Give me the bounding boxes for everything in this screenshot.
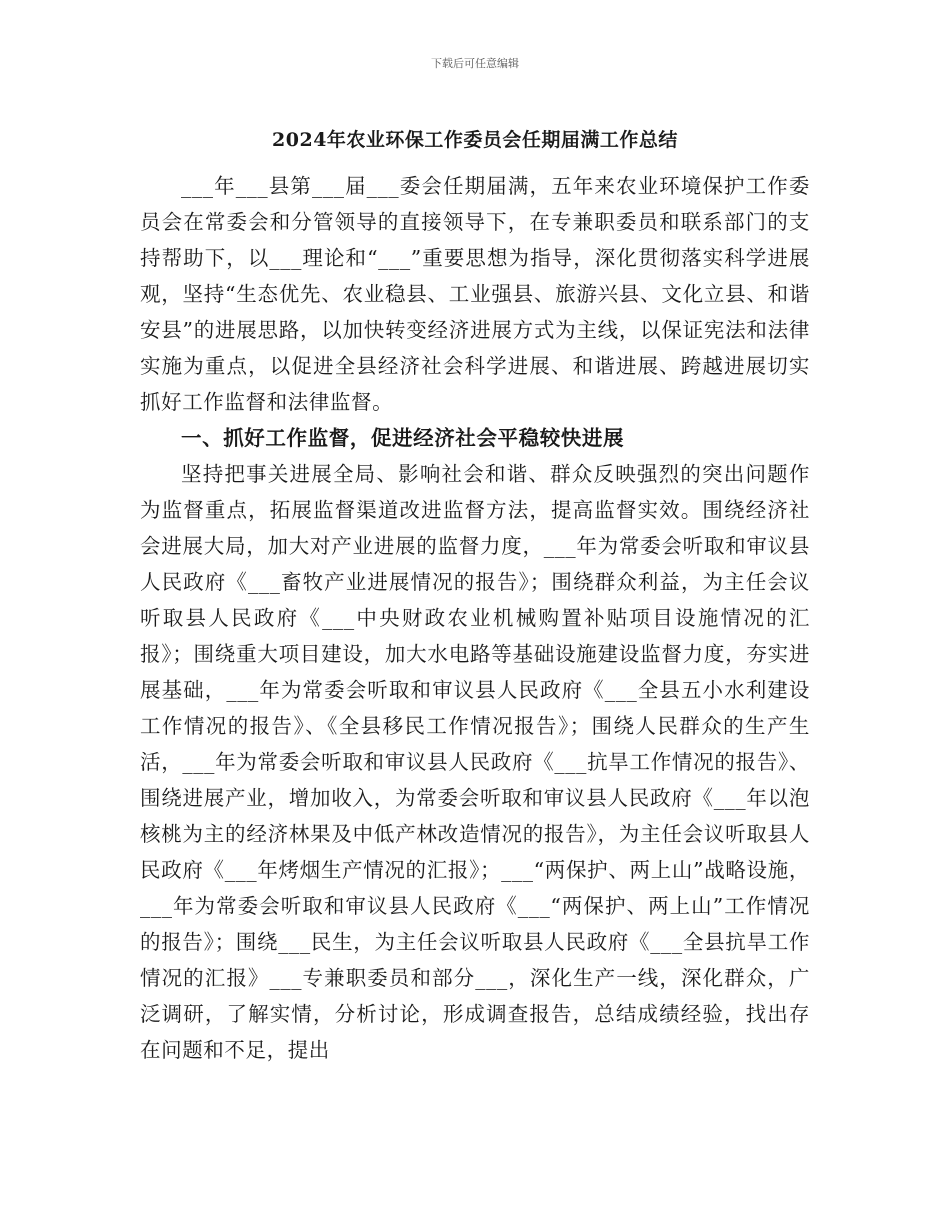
section-1-paragraph: 坚持把事关进展全局、影响社会和谐、群众反映强烈的突出问题作为监督重点，拓展监督渠道改进监督方法，提高监督实效。围绕经济社会进展大局，加大对产业进展的监督力度，___年为常委会听取和审议县人民政府《___畜牧产业进展情况的报告》；围绕群众利益，为主任会议听取县人民政府《___中央财政农业机械购置补贴项目设施情况的汇报》；围绕重大项目建设，加大水电路等基础设施建设监督力度，夯实进展基础，___年为常委会听取和审议县人民政府《___全县五小水利建设工作情况的报告》、《全县移民工作情况报告》；围绕人民群众的生产生活，___年为常委会听取和审议县人民政府《___抗旱工作情况的报告》、围绕进展产业，增加收入，为常委会听取和审议县人民政府《___年以泡核桃为主的经济林果及中低产林改造情况的报告》，为主任会议听取县人民政府《___年烤烟生产情况的汇报》；___“两保护、两上山”战略设施，___年为常委会听取和审议县人民政府《___“两保护、两上山”工作情况的报告》；围绕___民生，为主任会议听取县人民政府《___全县抗旱工作情况的汇报》___专兼职委员和部分___，深化生产一线，深化群众，广泛调研，了解实情，分析讨论，形成调查报告，总结成绩经验，找出存在问题和不足，提出 <box>140 462 810 1062</box>
page-header-note: 下载后可任意编辑 <box>431 57 519 70</box>
section-1-heading: 一、抓好工作监督，促进经济社会平稳较快进展 <box>181 426 625 450</box>
document-title: 2024年农业环保工作委员会任期届满工作总结 <box>272 129 678 151</box>
document-body <box>140 168 810 1068</box>
intro-paragraph: ___年___县第___届___委会任期届满，五年来农业环境保护工作委员会在常委会和分管领导的直接领导下，在专兼职委员和联系部门的支持帮助下，以___理论和“___”重要思想为指导，深化贯彻落实科学进展观，坚持“生态优先、农业稳县、工业强县、旅游兴县、文化立县、和谐安县”的进展思路，以加快转变经济进展方式为主线，以保证宪法和法律实施为重点，以促进全县经济社会科学进展、和谐进展、跨越进展切实抓好工作监督和法律监督。 <box>140 174 810 414</box>
